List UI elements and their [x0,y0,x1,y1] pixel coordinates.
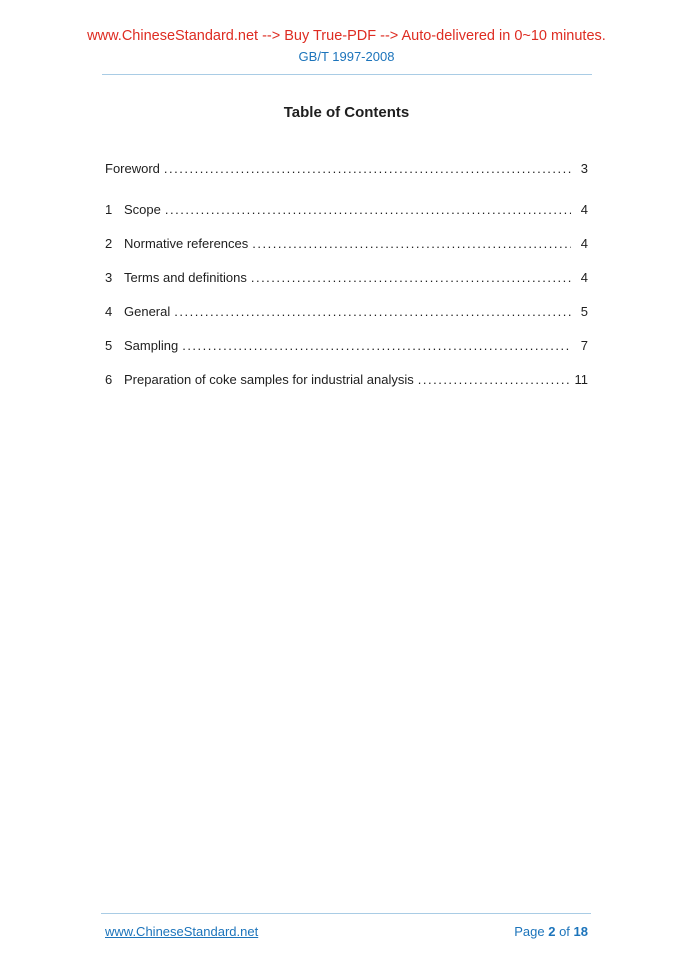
toc-entry-number: 6 [105,372,113,387]
toc-entry-page: 5 [580,304,588,319]
toc-entry-number: 5 [105,338,113,353]
toc-entry [105,161,588,176]
table-of-contents [105,161,588,387]
toc-entry-page: 4 [580,270,588,285]
toc-entry-label: General [124,304,171,319]
toc-leader-dots [251,270,571,285]
toc-leader-dots [174,304,571,319]
toc-leader-dots [252,236,571,251]
toc-entry-page: 11 [574,372,588,387]
page-indicator-total: 18 [573,924,588,939]
toc-entry [105,202,588,217]
toc-entry-number: 2 [105,236,113,251]
toc-leader-dots [165,202,571,217]
toc-entry-page: 7 [580,338,588,353]
footer-divider [101,913,591,914]
toc-entry-number: 1 [105,202,113,217]
page-indicator-current: 2 [548,924,556,939]
toc-entry-number: 4 [105,304,113,319]
promo-banner: www.ChineseStandard.net --> Buy True-PDF --> Auto-delivered in 0~10 minutes. [87,28,606,44]
header-divider [102,74,592,75]
toc-entry-page: 4 [580,236,588,251]
toc-entry-label: Scope [124,202,161,217]
toc-entry-label: Sampling [124,338,179,353]
toc-leader-dots [164,161,571,176]
toc-title: Table of Contents [283,104,410,121]
page-indicator [514,923,588,940]
footer-link[interactable]: www.ChineseStandard.net [105,924,259,939]
toc-entry-label: Terms and definitions [124,270,247,285]
toc-entry-label: Normative references [124,236,249,251]
toc-entry-number: 3 [105,270,113,285]
toc-entry-page: 3 [580,161,588,176]
standard-code: GB/T 1997-2008 [298,49,395,64]
toc-entry [105,304,588,319]
toc-entry [105,270,588,285]
toc-entry [105,372,588,387]
toc-entry-label: Foreword [105,161,160,176]
toc-entry-page: 4 [580,202,588,217]
toc-leader-dots [418,372,571,387]
page-indicator-of: of [559,924,570,939]
page-footer [105,923,588,940]
page-indicator-label: Page [514,924,545,939]
toc-entry [105,338,588,353]
toc-entry [105,236,588,251]
toc-entry-label: Preparation of coke samples for industrial analysis [124,372,414,387]
toc-leader-dots [182,338,571,353]
